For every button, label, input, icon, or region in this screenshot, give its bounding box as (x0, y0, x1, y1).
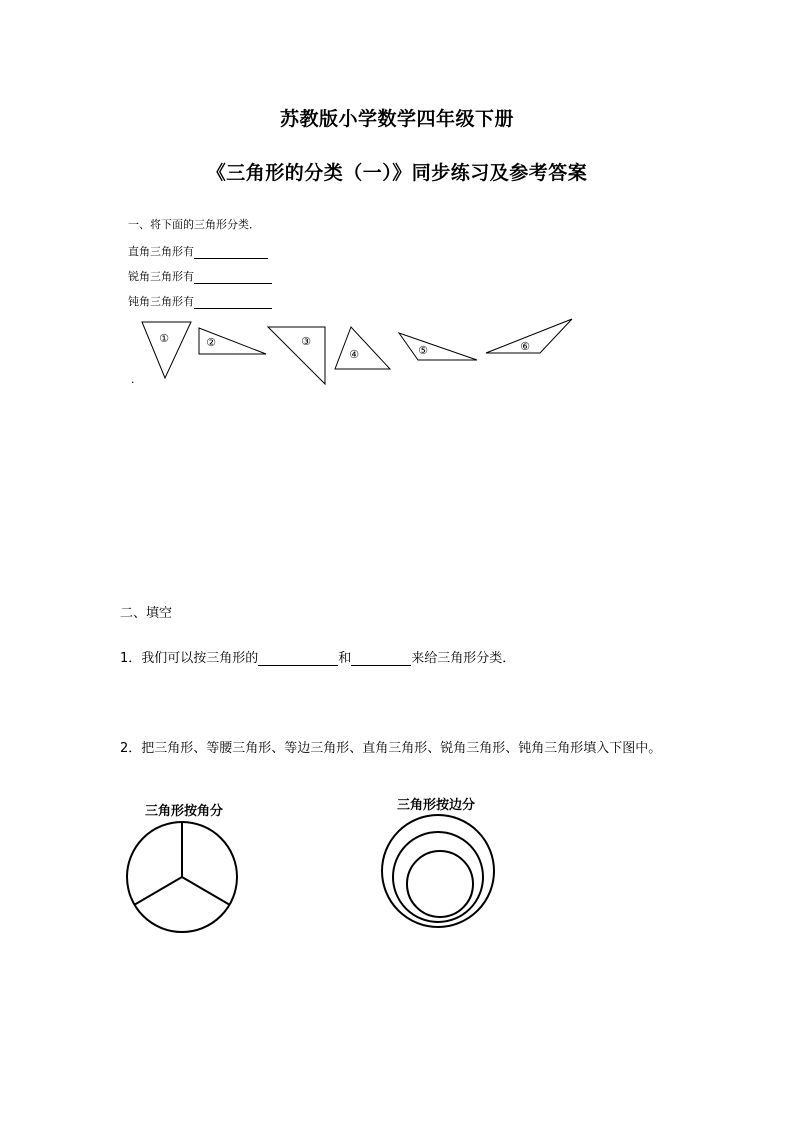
triangle-2-label: ② (206, 336, 216, 349)
stray-mark: . (131, 373, 135, 386)
triangle-6-label: ⑥ (520, 340, 530, 353)
page-title: 苏教版小学数学四年级下册 (279, 108, 514, 130)
side-diagram-inner-circle (407, 851, 473, 917)
side-diagram-title: 三角形按边分 (397, 798, 476, 813)
question-1-blank-1[interactable] (258, 651, 338, 666)
triangle-5-label: ⑤ (418, 344, 428, 357)
triangle-5 (399, 333, 477, 360)
triangle-3-label: ③ (301, 335, 311, 348)
right-triangle-label: 直角三角形有 (128, 245, 194, 258)
acute-triangle-label: 锐角三角形有 (128, 270, 194, 283)
page-subtitle: 《三角形的分类（一）》同步练习及参考答案 (206, 162, 588, 184)
question-1-blank-2[interactable] (351, 651, 411, 666)
side-diagram-middle-circle (393, 832, 483, 922)
question-1 (120, 647, 515, 666)
angle-diagram-divider-right (182, 877, 230, 905)
classification-diagrams (0, 790, 794, 950)
angle-diagram-divider-left (134, 877, 182, 905)
triangles-figure (0, 0, 794, 420)
triangle-3 (268, 327, 325, 384)
question-1-prefix: 1．我们可以按三角形的 (120, 651, 259, 666)
triangle-4 (335, 327, 390, 369)
obtuse-triangle-label: 钝角三角形有 (128, 295, 194, 308)
section2-heading: 二、填空 (120, 606, 173, 621)
question-2: 2．把三角形、等腰三角形、等边三角形、直角三角形、锐角三角形、钝角三角形填入下图中。 (120, 741, 662, 756)
triangle-4-label: ④ (349, 348, 359, 361)
triangle-1-label: ① (159, 332, 169, 345)
angle-diagram-title: 三角形按角分 (145, 804, 224, 819)
section1-heading: 一、将下面的三角形分类． (128, 218, 260, 231)
triangle-1 (142, 322, 191, 378)
question-1-mid: 和 (338, 651, 352, 666)
question-1-suffix: 来给三角形分类． (411, 651, 516, 666)
